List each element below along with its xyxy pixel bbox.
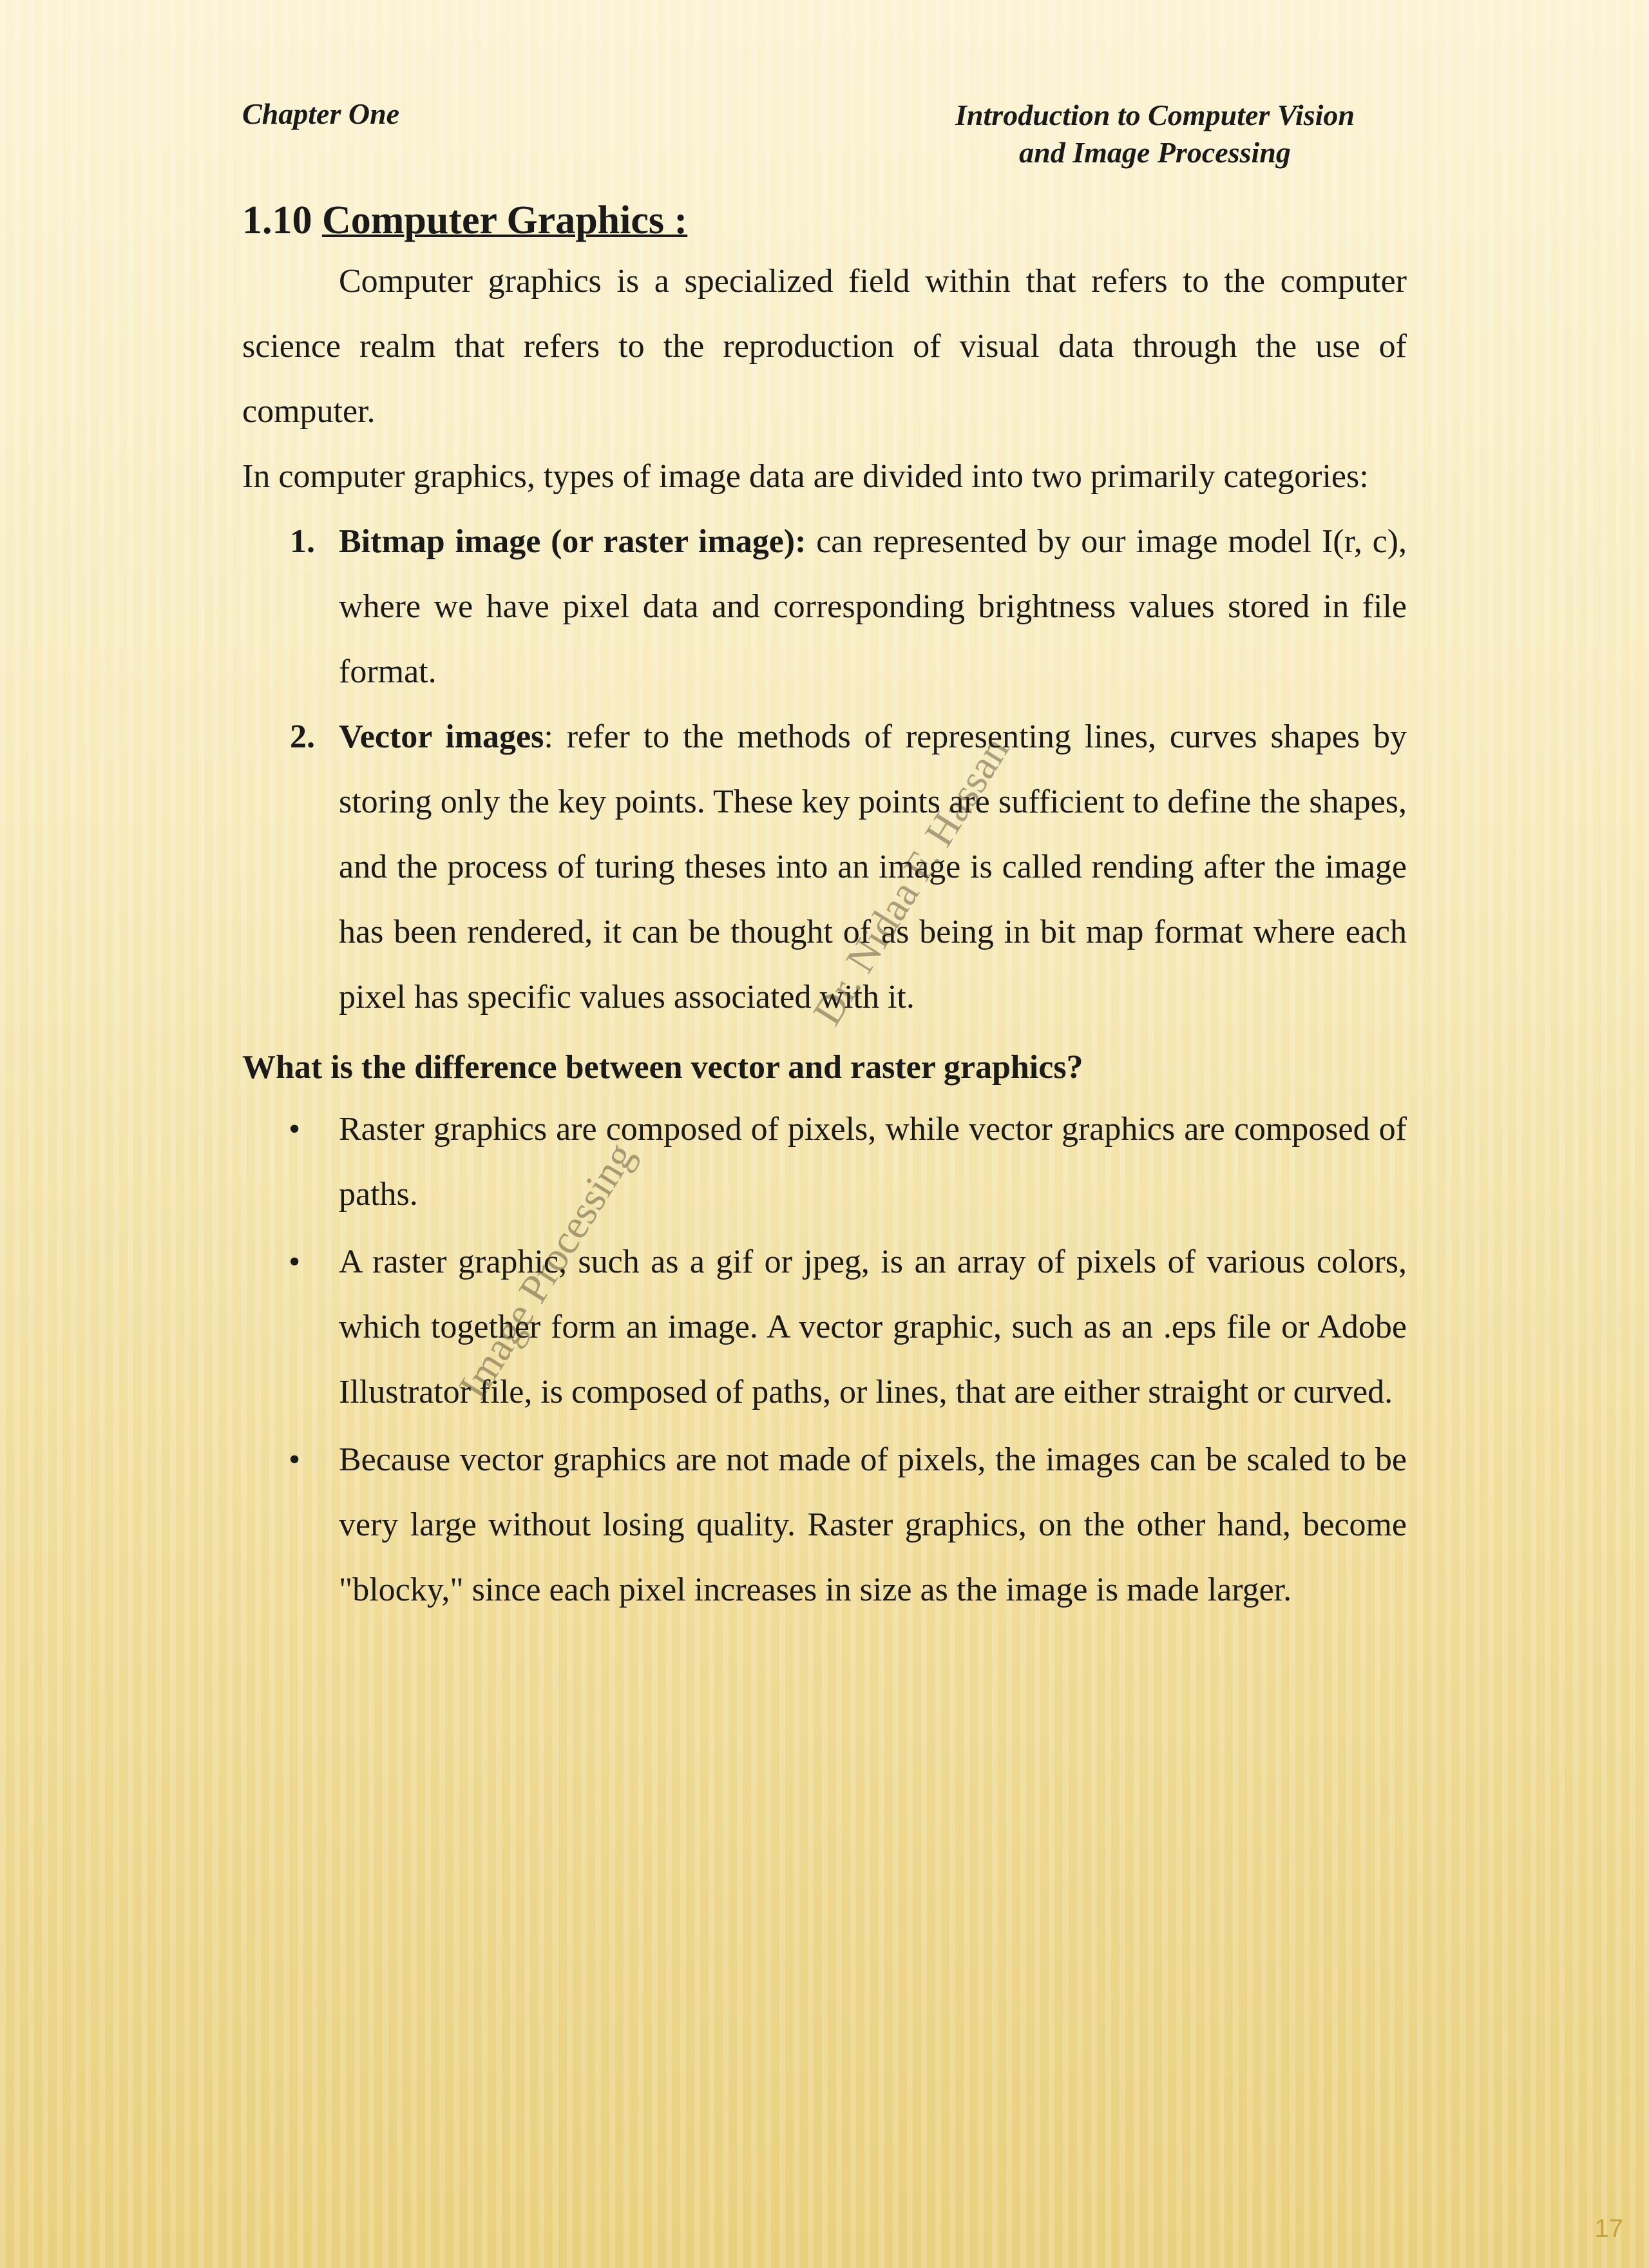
list-item-number: 2. [290, 718, 315, 755]
bullet-text: Raster graphics are composed of pixels, while vector graphics are composed of paths. [339, 1111, 1407, 1213]
intro-paragraph: Computer graphics is a specialized field within that refers to the computer science realm that refers to the reproduction of visual data through the use of computer. [242, 263, 1407, 430]
page-number: 17 [1594, 2215, 1623, 2243]
bullet-item [242, 1229, 1407, 1425]
list-item-term: Bitmap image (or raster image): [339, 523, 806, 560]
bullet-icon: • [289, 1111, 301, 1148]
bullet-item [242, 1427, 1407, 1622]
bullet-icon: • [289, 1244, 301, 1280]
bullet-text: Because vector graphics are not made of pixels, the images can be scaled to be very large without losing quality. Raster graphics, on the other hand, become "blocky," since each pixel increases in size as the image is made larger. [339, 1441, 1407, 1608]
book-title-line-2: and Image Processing [1019, 136, 1291, 169]
question-heading: What is the difference between vector and raster graphics? [242, 1049, 1083, 1086]
book-title-line-1: Introduction to Computer Vision [955, 99, 1355, 131]
bullet-icon: • [289, 1441, 301, 1478]
chapter-header: Chapter One [242, 97, 400, 130]
subject-watermark: Image Processing [450, 1134, 643, 1407]
difference-bullet-list [242, 1097, 1407, 1622]
list-item-text: can represented by our image model I(r, c), where we have pixel data and corresponding brightness values stored in file format. [339, 523, 1407, 690]
book-title-header [910, 97, 1400, 171]
list-item-text: : refer to the methods of representing lines, curves shapes by storing only the key points. These key points are sufficient to define the shapes, and the process of turing theses into an image is called rending after the image has been rendered, it can be thought of as being in bit map format where each pixel has specific values associated with it. [339, 718, 1407, 1015]
section-number: 1.10 [242, 198, 312, 242]
types-paragraph: In computer graphics, types of image data are divided into two primarily categories: [242, 458, 1369, 495]
main-content [242, 192, 1407, 1625]
section-heading [242, 192, 1407, 249]
image-type-list [242, 509, 1407, 1030]
bullet-text: A raster graphic, such as a gif or jpeg, is an array of pixels of various colors, which together form an image. A vector graphic, such as an .eps file or Adobe Illustrator file, is composed of paths, or lines, that are either straight or curved. [339, 1244, 1407, 1410]
list-item-number: 1. [290, 523, 315, 560]
section-title: Computer Graphics : [322, 198, 688, 242]
author-watermark: Dr. Nidaa F. Hassan [804, 729, 1018, 1033]
bullet-item [242, 1097, 1407, 1227]
list-item [242, 509, 1407, 704]
list-item-term: Vector images [339, 718, 544, 755]
